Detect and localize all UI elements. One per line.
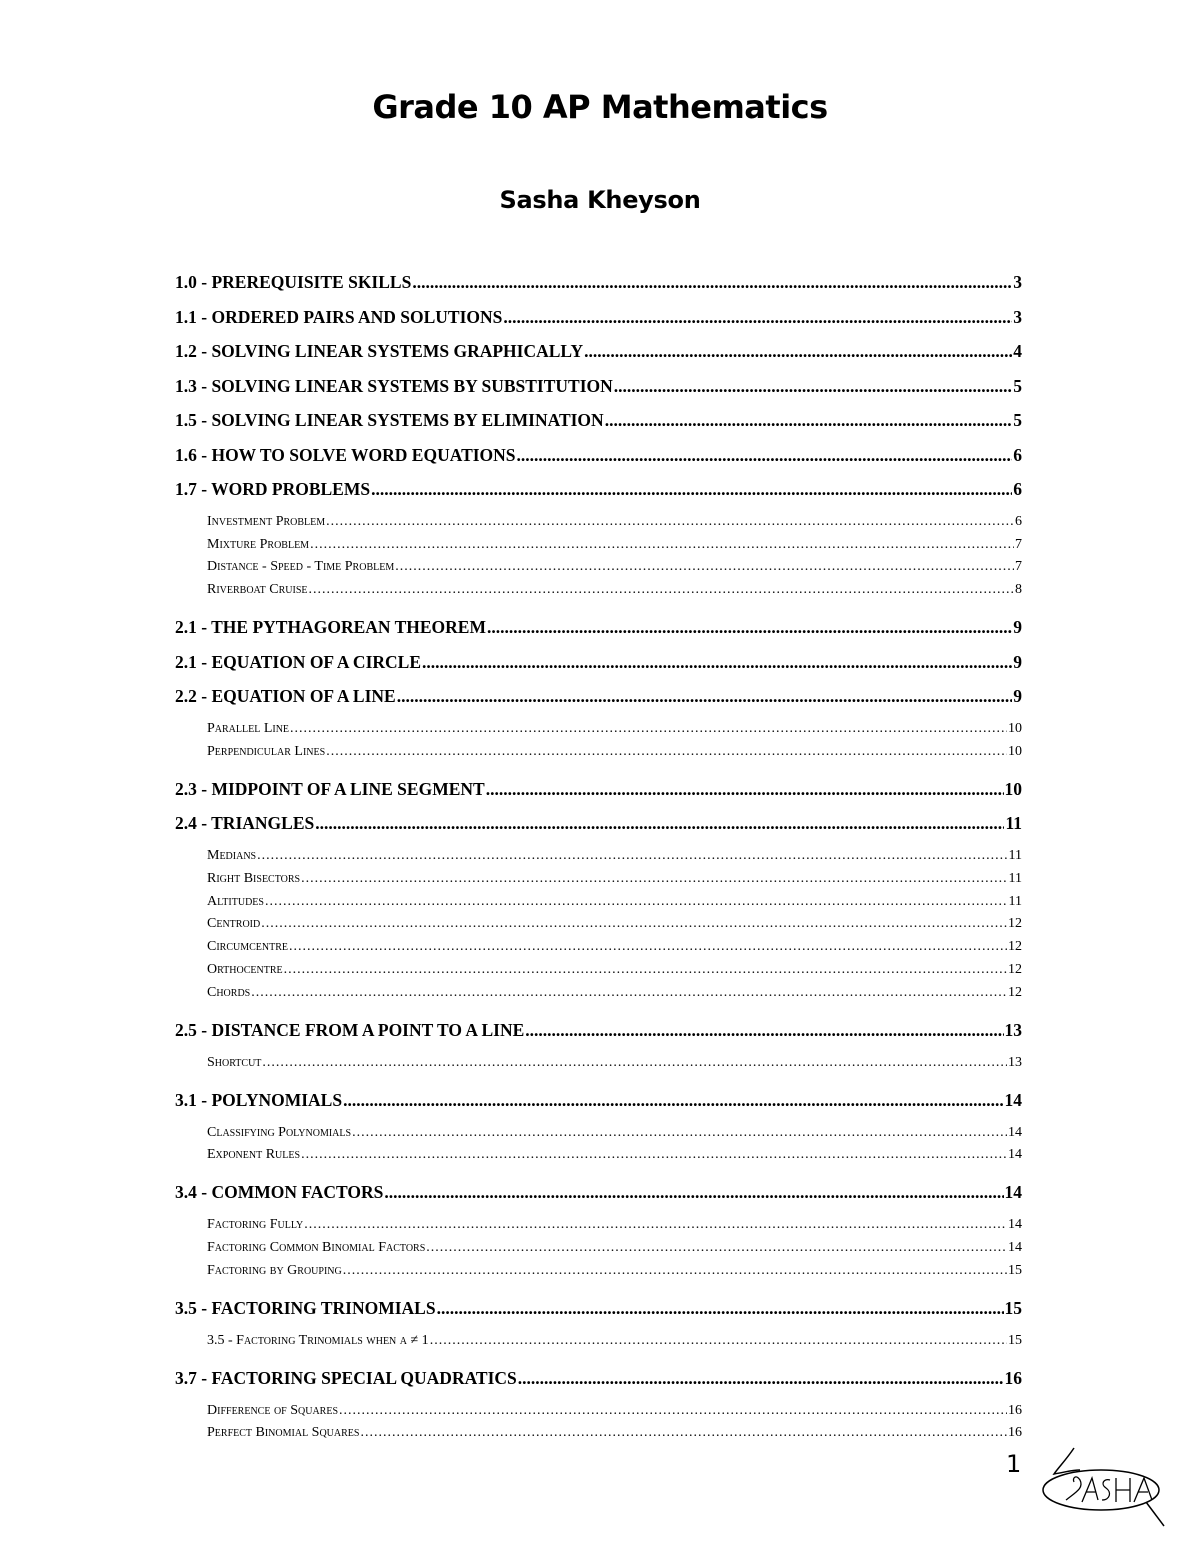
table-of-contents [175,0,1022,1553]
document-author: Sasha Kheyson [499,186,701,214]
toc-subsection-entry[interactable] [175,962,1022,978]
toc-dot-leader [486,779,1004,800]
toc-dot-leader [326,744,1007,760]
toc-entry-page: 16 [1008,1425,1022,1441]
page-number: 1 [1006,1450,1022,1478]
toc-dot-leader [430,1333,1007,1349]
toc-entry-page: 12 [1008,939,1022,955]
toc-dot-leader [262,1055,1007,1071]
toc-entry-page: 5 [1013,375,1022,396]
toc-entry-page: 14 [1008,1124,1022,1140]
toc-entry-page: 15 [1008,1262,1022,1278]
toc-subsection-entry[interactable] [175,514,1022,530]
toc-section-entry[interactable] [175,1090,1022,1111]
toc-subsection-entry[interactable] [175,537,1022,553]
toc-dot-leader [422,652,1012,673]
toc-dot-leader [503,307,1012,328]
toc-dot-leader [605,410,1013,431]
toc-entry-page: 7 [1015,536,1022,552]
toc-entry-page: 11 [1008,848,1022,864]
toc-subsection-entry[interactable] [175,1240,1022,1256]
toc-dot-leader [395,559,1014,575]
toc-entry-label: 1.5 - SOLVING LINEAR SYSTEMS BY ELIMINATION [175,410,604,430]
toc-entry-page: 9 [1013,686,1022,707]
toc-subsection-entry[interactable] [175,1125,1022,1141]
toc-dot-leader [261,916,1007,932]
toc-section-entry[interactable] [175,617,1022,638]
toc-entry-page: 15 [1004,1297,1022,1318]
toc-entry-page: 14 [1008,1147,1022,1163]
toc-section-entry[interactable] [175,445,1022,466]
toc-subsection-entry[interactable] [175,1263,1022,1279]
toc-section-entry[interactable] [175,341,1022,362]
toc-subsection-entry[interactable] [175,559,1022,575]
toc-subsection-entry[interactable] [175,871,1022,887]
toc-entry-page: 10 [1008,721,1022,737]
toc-subsection-entry[interactable] [175,582,1022,598]
toc-dot-leader [309,582,1014,598]
toc-entry-label: Chords [207,984,251,1000]
toc-entry-page: 5 [1013,410,1022,430]
toc-entry-label: Right Bisectors [207,871,301,886]
toc-dot-leader [614,376,1012,397]
toc-entry-page: 3 [1013,306,1022,327]
toc-dot-leader [360,1425,1007,1441]
toc-section-entry[interactable] [175,376,1022,397]
toc-dot-leader [315,813,1004,834]
toc-entry-label: Mixture Problem [207,536,310,552]
toc-section-entry[interactable] [175,652,1022,673]
toc-section-entry[interactable] [175,1298,1022,1319]
toc-entry-page: 13 [1008,1054,1022,1070]
toc-entry-label: 3.5 - Factoring Trinomials when a ≠ 1 [207,1332,429,1348]
toc-subsection-entry[interactable] [175,1333,1022,1349]
toc-dot-leader [284,962,1007,978]
toc-entry-label: Perfect Binomial Squares [207,1425,360,1441]
toc-section-entry[interactable] [175,272,1022,293]
toc-subsection-entry[interactable] [175,894,1022,910]
toc-dot-leader [301,871,1007,887]
toc-dot-leader [289,939,1007,955]
signature-logo-icon [1036,1440,1171,1530]
toc-entry-label: Perpendicular Lines [207,743,326,759]
toc-section-entry[interactable] [175,307,1022,328]
toc-entry-label: 2.4 - TRIANGLES [175,813,315,834]
toc-entry-label: Classifying Polynomials [207,1124,352,1140]
toc-entry-label: 1.2 - SOLVING LINEAR SYSTEMS GRAPHICALLY [175,341,584,361]
toc-entry-page: 16 [1004,1367,1022,1388]
toc-dot-leader [310,537,1014,553]
toc-section-entry[interactable] [175,479,1022,500]
toc-entry-page: 8 [1015,582,1022,598]
toc-dot-leader [301,1147,1007,1163]
toc-dot-leader [265,894,1008,910]
toc-entry-page: 6 [1013,479,1022,499]
toc-entry-page: 10 [1004,778,1022,799]
toc-entry-label: Circumcentre [207,939,289,955]
toc-entry-page: 11 [1008,871,1022,886]
toc-section-entry[interactable] [175,1182,1022,1203]
toc-entry-label: Parallel Line [207,721,290,737]
toc-entry-label: Factoring Fully [207,1217,304,1233]
toc-dot-leader [352,1125,1007,1141]
toc-entry-page: 11 [1008,893,1022,909]
toc-entry-label: 1.7 - WORD PROBLEMS [175,479,371,499]
toc-entry-page: 14 [1004,1089,1022,1110]
toc-dot-leader [326,514,1014,530]
toc-dot-leader [343,1090,1003,1111]
toc-entry-label: Investment Problem [207,514,326,529]
toc-entry-page: 12 [1008,961,1022,977]
toc-entry-label: 2.1 - EQUATION OF A CIRCLE [175,651,421,672]
toc-entry-label: Factoring Common Binomial Factors [207,1239,426,1255]
toc-entry-page: 7 [1015,559,1022,575]
toc-dot-leader [339,1403,1007,1419]
toc-section-entry[interactable] [175,779,1022,800]
toc-subsection-entry[interactable] [175,1217,1022,1233]
toc-dot-leader [412,272,1012,293]
toc-entry-label: Orthocentre [207,961,283,977]
toc-entry-page: 13 [1004,1019,1022,1040]
toc-dot-leader [384,1182,1003,1203]
toc-subsection-entry[interactable] [175,916,1022,932]
toc-entry-label: Medians [207,848,257,864]
toc-entry-label: 2.1 - THE PYTHAGOREAN THEOREM [175,617,486,638]
toc-entry-page: 16 [1008,1402,1022,1418]
toc-subsection-entry[interactable] [175,1055,1022,1071]
toc-entry-label: 1.3 - SOLVING LINEAR SYSTEMS BY SUBSTITUTION [175,375,613,396]
toc-dot-leader [584,341,1012,362]
toc-subsection-entry[interactable] [175,1147,1022,1163]
toc-entry-page: 11 [1005,813,1022,834]
toc-section-entry[interactable] [175,1368,1022,1389]
signature-logo [1036,1440,1171,1535]
toc-dot-leader [257,848,1007,864]
toc-entry-label: 3.5 - FACTORING TRINOMIALS [175,1297,436,1318]
toc-dot-leader [517,445,1013,466]
toc-entry-page: 12 [1008,984,1022,1000]
toc-dot-leader [426,1240,1007,1256]
toc-entry-page: 4 [1013,341,1022,361]
toc-dot-leader [343,1263,1007,1279]
toc-entry-label: Riverboat Cruise [207,582,308,598]
toc-dot-leader [304,1217,1007,1233]
toc-dot-leader [518,1368,1004,1389]
toc-subsection-entry[interactable] [175,1403,1022,1419]
toc-entry-page: 6 [1015,514,1022,529]
toc-entry-label: 2.2 - EQUATION OF A LINE [175,686,396,707]
toc-entry-label: Distance - Speed - Time Problem [207,559,395,575]
toc-entry-label: 3.7 - FACTORING SPECIAL QUADRATICS [175,1367,517,1388]
toc-entry-page: 3 [1013,272,1022,292]
toc-dot-leader [487,617,1012,638]
toc-entry-page: 12 [1008,916,1022,932]
toc-entry-label: Altitudes [207,893,264,909]
toc-dot-leader [525,1020,1003,1041]
toc-entry-page: 6 [1013,444,1022,465]
toc-entry-page: 14 [1008,1217,1022,1233]
toc-entry-label: 2.3 - MIDPOINT OF A LINE SEGMENT [175,778,485,799]
toc-section-entry[interactable] [175,410,1022,431]
toc-entry-page: 15 [1008,1332,1022,1348]
toc-entry-page: 14 [1004,1182,1022,1203]
toc-entry-page: 9 [1013,617,1022,638]
toc-entry-page: 14 [1008,1239,1022,1255]
toc-entry-label: 3.4 - COMMON FACTORS [175,1182,384,1203]
toc-entry-label: Centroid [207,916,261,932]
toc-entry-page: 10 [1008,743,1022,759]
toc-section-entry[interactable] [175,813,1022,834]
toc-entry-label: Factoring by Grouping [207,1262,342,1278]
toc-subsection-entry[interactable] [175,848,1022,864]
toc-dot-leader [251,985,1007,1001]
toc-entry-page: 9 [1013,651,1022,672]
document-title: Grade 10 AP Mathematics [372,88,828,126]
toc-entry-label: Difference of Squares [207,1402,339,1418]
toc-entry-label: 1.1 - ORDERED PAIRS AND SOLUTIONS [175,306,503,327]
toc-entry-label: 1.0 - PREREQUISITE SKILLS [175,272,412,292]
toc-subsection-entry[interactable] [175,744,1022,760]
toc-subsection-entry[interactable] [175,939,1022,955]
toc-dot-leader [290,721,1007,737]
toc-subsection-entry[interactable] [175,1425,1022,1441]
toc-dot-leader [437,1298,1004,1319]
toc-section-entry[interactable] [175,686,1022,707]
toc-dot-leader [397,686,1013,707]
toc-subsection-entry[interactable] [175,721,1022,737]
toc-subsection-entry[interactable] [175,985,1022,1001]
toc-entry-label: 3.1 - POLYNOMIALS [175,1089,343,1110]
toc-entry-label: 2.5 - DISTANCE FROM A POINT TO A LINE [175,1019,525,1040]
toc-section-entry[interactable] [175,1020,1022,1041]
toc-entry-label: Shortcut [207,1054,262,1070]
toc-entry-label: Exponent Rules [207,1147,301,1163]
toc-dot-leader [371,479,1012,500]
toc-entry-label: 1.6 - HOW TO SOLVE WORD EQUATIONS [175,444,516,465]
